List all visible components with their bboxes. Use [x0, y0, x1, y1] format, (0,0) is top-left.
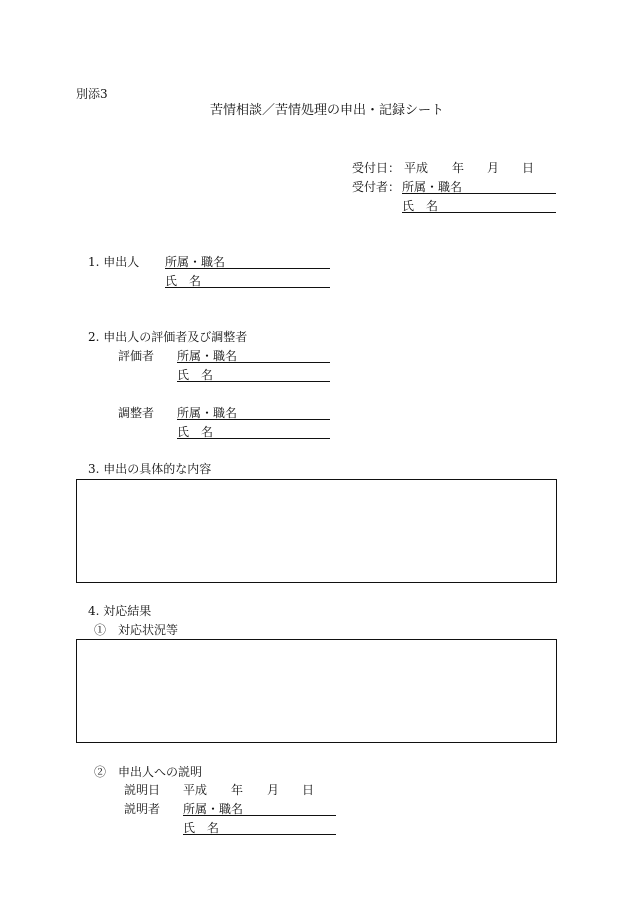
receiver-name-field[interactable] [402, 197, 556, 213]
coordinator-label: 調整者 [118, 406, 155, 420]
explainer-label: 説明者 [124, 802, 161, 816]
reception-era: 平成 [404, 161, 429, 175]
applicant-affiliation-label: 所属・職名 [165, 255, 226, 269]
receiver-name-label: 氏 名 [402, 199, 439, 213]
page-title: 苦情相談／苦情処理の申出・記録シート [210, 103, 445, 118]
explanation-day: 日 [302, 783, 315, 797]
explanation-date-label: 説明日 [124, 783, 161, 797]
reception-day: 日 [522, 161, 535, 175]
explainer-affiliation-label: 所属・職名 [183, 802, 244, 816]
receiver-label: 受付者： [352, 180, 401, 194]
complaint-content-box[interactable] [76, 479, 557, 583]
section3-heading: 3. 申出の具体的な内容 [88, 462, 212, 476]
explainer-affiliation-field[interactable] [183, 800, 336, 816]
explainer-name-label: 氏 名 [183, 821, 220, 835]
receiver-affiliation-field[interactable] [402, 178, 556, 194]
coordinator-affiliation-label: 所属・職名 [177, 406, 238, 420]
explanation-label: ② 申出人への説明 [94, 765, 203, 779]
applicant-name-label: 氏 名 [165, 274, 202, 288]
section2-heading: 2. 申出人の評価者及び調整者 [88, 330, 248, 344]
explanation-era: 平成 [183, 783, 208, 797]
section1-heading: 1. 申出人 [88, 255, 140, 269]
response-status-label: ① 対応状況等 [94, 623, 179, 637]
evaluator-name-field[interactable] [177, 366, 330, 382]
receiver-affiliation-label: 所属・職名 [402, 180, 463, 194]
coordinator-name-field[interactable] [177, 423, 330, 439]
coordinator-name-label: 氏 名 [177, 425, 214, 439]
evaluator-affiliation-label: 所属・職名 [177, 349, 238, 363]
coordinator-affiliation-field[interactable] [177, 404, 330, 420]
explanation-month: 月 [267, 783, 280, 797]
evaluator-affiliation-field[interactable] [177, 347, 330, 363]
attachment-label: 別添3 [76, 87, 108, 101]
explainer-name-field[interactable] [183, 819, 336, 835]
reception-month: 月 [487, 161, 500, 175]
applicant-affiliation-field[interactable] [165, 253, 330, 269]
response-status-box[interactable] [76, 639, 557, 743]
reception-year: 年 [452, 161, 465, 175]
evaluator-name-label: 氏 名 [177, 368, 214, 382]
section4-heading: 4. 対応結果 [88, 604, 152, 618]
applicant-name-field[interactable] [165, 272, 330, 288]
evaluator-label: 評価者 [118, 349, 155, 363]
reception-date-label: 受付日： [352, 161, 401, 175]
explanation-year: 年 [231, 783, 244, 797]
